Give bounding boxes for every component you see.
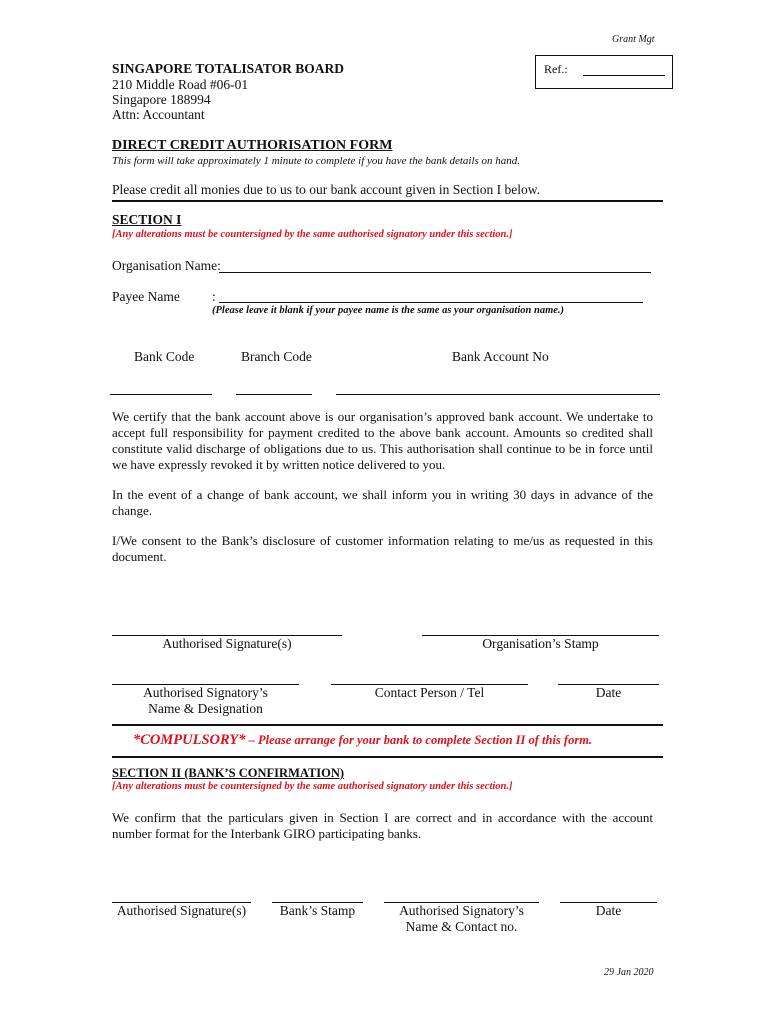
authorised-signature-label: Authorised Signature(s) [162, 636, 292, 651]
contact-person-label: Contact Person / Tel [374, 685, 485, 700]
payee-colon: : [212, 289, 216, 304]
bank-authorised-signature-label: Authorised Signature(s) [116, 903, 247, 918]
bank-signatory-label-line-2: Name & Contact no. [405, 919, 518, 934]
organisation-name-label: Organisation Name: [112, 258, 221, 273]
section-1-title: SECTION I [112, 212, 182, 227]
change-notice-paragraph: In the event of a change of bank account, we shall inform you in writing 30 days in advance of the change. [112, 487, 653, 518]
date-label: Date [595, 685, 622, 700]
department-label: Grant Mgt [612, 34, 655, 45]
ref-input[interactable] [583, 61, 665, 76]
bank-code-label: Bank Code [134, 349, 195, 364]
attention-line: Attn: Accountant [112, 107, 205, 122]
signatory-label-line-1: Authorised Signatory’s [143, 685, 268, 700]
form-title: DIRECT CREDIT AUTHORISATION FORM [112, 138, 393, 153]
bank-date-label: Date [595, 903, 622, 918]
section-2-title: SECTION II (BANK’S CONFIRMATION) [112, 766, 345, 780]
payee-name-label: Payee Name [112, 289, 180, 304]
branch-code-label: Branch Code [241, 349, 312, 364]
consent-paragraph: I/We consent to the Bank’s disclosure of customer information relating to me/us as requested in this document. [112, 533, 653, 564]
bank-account-no-label: Bank Account No [452, 349, 549, 364]
section-2-warning: [Any alterations must be countersigned by the same authorised signatory under this section.] [112, 781, 513, 792]
organisation-stamp-label: Organisation’s Stamp [482, 636, 599, 651]
branch-code-field[interactable] [236, 380, 312, 395]
section-1-warning: [Any alterations must be countersigned by the same authorised signatory under this section.] [112, 229, 513, 240]
footer-date: 29 Jan 2020 [604, 967, 654, 978]
intro-text: Please credit all monies due to us to our bank account given in Section I below. [112, 182, 541, 197]
bank-account-no-field[interactable] [336, 380, 660, 395]
bank-stamp-label: Bank’s Stamp [279, 903, 356, 918]
compulsory-lead: *COMPULSORY* [133, 732, 246, 748]
org-name-heading: SINGAPORE TOTALISATOR BOARD [112, 61, 345, 76]
address-line-1: 210 Middle Road #06-01 [112, 77, 249, 92]
certification-paragraph: We certify that the bank account above is our organisation’s approved bank account. We undertake to accept full responsibility for payment credited to the above bank account. Amounts so credited shall constitute valid discharge of obligations due to us. This authorisation shall continue to be in force until we have expressly revoked it by written notice delivered to you. [112, 409, 653, 472]
bank-confirmation-paragraph: We confirm that the particulars given in Section I are correct and in accordance with the account number format for the Interbank GIRO participating banks. [112, 810, 653, 841]
form-time-note: This form will take approximately 1 minute to complete if you have the bank details on hand. [112, 155, 521, 167]
divider [112, 756, 663, 758]
compulsory-notice [133, 732, 592, 749]
ref-label: Ref.: [544, 62, 568, 76]
divider [112, 724, 663, 726]
bank-signatory-label-line-1: Authorised Signatory’s [399, 903, 524, 918]
compulsory-rest: – Please arrange for your bank to complete Section II of this form. [245, 733, 593, 747]
payee-hint: (Please leave it blank if your payee name is the same as your organisation name.) [212, 305, 565, 316]
signatory-label-line-2: Name & Designation [148, 701, 263, 716]
payee-name-field[interactable] [219, 288, 643, 303]
ref-box [535, 55, 673, 89]
bank-code-field[interactable] [110, 380, 212, 395]
address-line-2: Singapore 188994 [112, 92, 211, 107]
divider [112, 200, 663, 202]
organisation-name-field[interactable] [219, 258, 651, 273]
